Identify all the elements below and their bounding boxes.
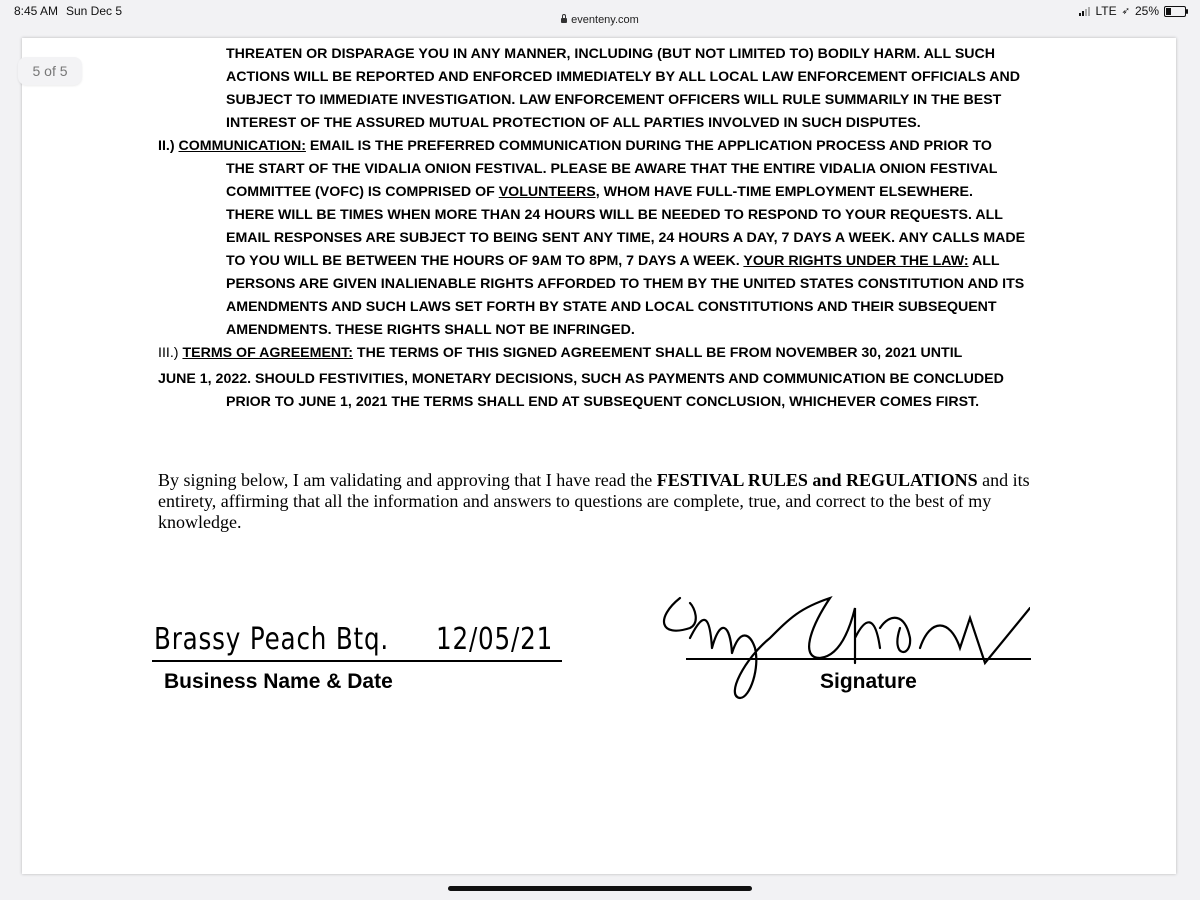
clause-line: THREATEN OR DISPARAGE YOU IN ANY MANNER, INCLUDING (BUT NOT LIMITED TO) BODILY HARM. ALL SUCH bbox=[226, 46, 996, 62]
signature-label: Signature bbox=[820, 670, 917, 693]
clause-line: AMENDMENTS AND SUCH LAWS SET FORTH BY STATE AND LOCAL CONSTITUTIONS AND THEIR SUBSEQUENT bbox=[226, 299, 997, 315]
status-date: Sun Dec 5 bbox=[66, 4, 123, 18]
section-terms-heading-line bbox=[158, 342, 962, 365]
clause-line: THERE WILL BE TIMES WHEN MORE THAN 24 HOURS WILL BE NEEDED TO RESPOND TO YOUR REQUESTS. ALL bbox=[226, 207, 1003, 223]
underlined-text: YOUR RIGHTS UNDER THE LAW: bbox=[743, 253, 969, 269]
clause-line bbox=[226, 181, 973, 204]
section-communication-heading-line bbox=[158, 135, 992, 158]
clause-line: AMENDMENTS. THESE RIGHTS SHALL NOT BE INFRINGED. bbox=[226, 322, 635, 338]
section-number: II.) bbox=[158, 138, 175, 154]
clause-line: THE START OF THE VIDALIA ONION FESTIVAL. PLEASE BE AWARE THAT THE ENTIRE VIDALIA ONION FESTIVAL bbox=[226, 161, 998, 177]
validation-text: and its entirety, affirming that all the information and answers to questions are complete, true, and correct to the best of my knowledge. bbox=[158, 470, 1030, 532]
clause-text: EMAIL IS THE PREFERRED COMMUNICATION DURING THE APPLICATION PROCESS AND PRIOR TO bbox=[305, 138, 992, 154]
url-text: eventeny.com bbox=[571, 14, 639, 26]
business-name-handwritten: Brassy Peach Btq. bbox=[154, 622, 390, 657]
lock-icon bbox=[561, 18, 567, 23]
clause-line: ACTIONS WILL BE REPORTED AND ENFORCED IMMEDIATELY BY ALL LOCAL LAW ENFORCEMENT OFFICIALS AND bbox=[226, 69, 1020, 85]
date-handwritten: 12/05/21 bbox=[436, 622, 554, 657]
status-time: 8:45 AM bbox=[14, 4, 59, 18]
clause-line: JUNE 1, 2022. SHOULD FESTIVITIES, MONETARY DECISIONS, SUCH AS PAYMENTS AND COMMUNICATION BE CONCLUDED bbox=[158, 371, 1004, 387]
page-indicator: 5 of 5 bbox=[18, 57, 82, 85]
clause-line: EMAIL RESPONSES ARE SUBJECT TO BEING SENT ANY TIME, 24 HOURS A DAY, 7 DAYS A WEEK. ANY CALLS MADE bbox=[226, 230, 1026, 246]
clause-line: PERSONS ARE GIVEN INALIENABLE RIGHTS AFFORDED TO THEM BY THE UNITED STATES CONSTITUTION AND ITS bbox=[226, 276, 1025, 292]
location-arrow-icon: ➶ bbox=[1121, 5, 1130, 17]
clause-text: ALL bbox=[968, 253, 1000, 269]
section-heading: TERMS OF AGREEMENT: bbox=[182, 345, 353, 361]
home-indicator[interactable] bbox=[448, 886, 752, 891]
clause-text: TO YOU WILL BE BETWEEN THE HOURS OF 9AM TO 8PM, 7 DAYS A WEEK. bbox=[226, 253, 744, 269]
section-number: III.) bbox=[158, 345, 179, 361]
underlined-text: VOLUNTEERS bbox=[498, 184, 596, 200]
document-page bbox=[22, 38, 1176, 874]
clause-text: COMMITTEE (VOFC) IS COMPRISED OF bbox=[226, 184, 499, 200]
section-heading: COMMUNICATION: bbox=[178, 138, 306, 154]
clause-line: PRIOR TO JUNE 1, 2021 THE TERMS SHALL END AT SUBSEQUENT CONCLUSION, WHICHEVER COMES FIRST. bbox=[226, 394, 980, 410]
battery-percentage: 25% bbox=[1134, 4, 1159, 18]
validation-text: By signing below, I am validating and approving that I have read the bbox=[158, 470, 657, 490]
business-name-date-label: Business Name & Date bbox=[164, 670, 393, 693]
validation-bold-text: FESTIVAL RULES and REGULATIONS bbox=[656, 470, 978, 490]
business-signature-line bbox=[152, 660, 562, 662]
clause-line bbox=[226, 250, 1000, 273]
network-type: LTE bbox=[1095, 4, 1117, 18]
clause-text: , WHOM HAVE FULL-TIME EMPLOYMENT ELSEWHERE. bbox=[595, 184, 973, 200]
address-bar[interactable] bbox=[0, 14, 1200, 26]
clause-line: SUBJECT TO IMMEDIATE INVESTIGATION. LAW ENFORCEMENT OFFICERS WILL RULE SUMMARILY IN THE BEST bbox=[226, 92, 1002, 108]
signature-line bbox=[686, 658, 1031, 660]
validation-statement bbox=[158, 470, 1048, 533]
clause-text: THE TERMS OF THIS SIGNED AGREEMENT SHALL BE FROM NOVEMBER 30, 2021 UNTIL bbox=[352, 345, 963, 361]
clause-line: INTEREST OF THE ASSURED MUTUAL PROTECTION OF ALL PARTIES INVOLVED IN SUCH DISPUTES. bbox=[226, 115, 921, 131]
